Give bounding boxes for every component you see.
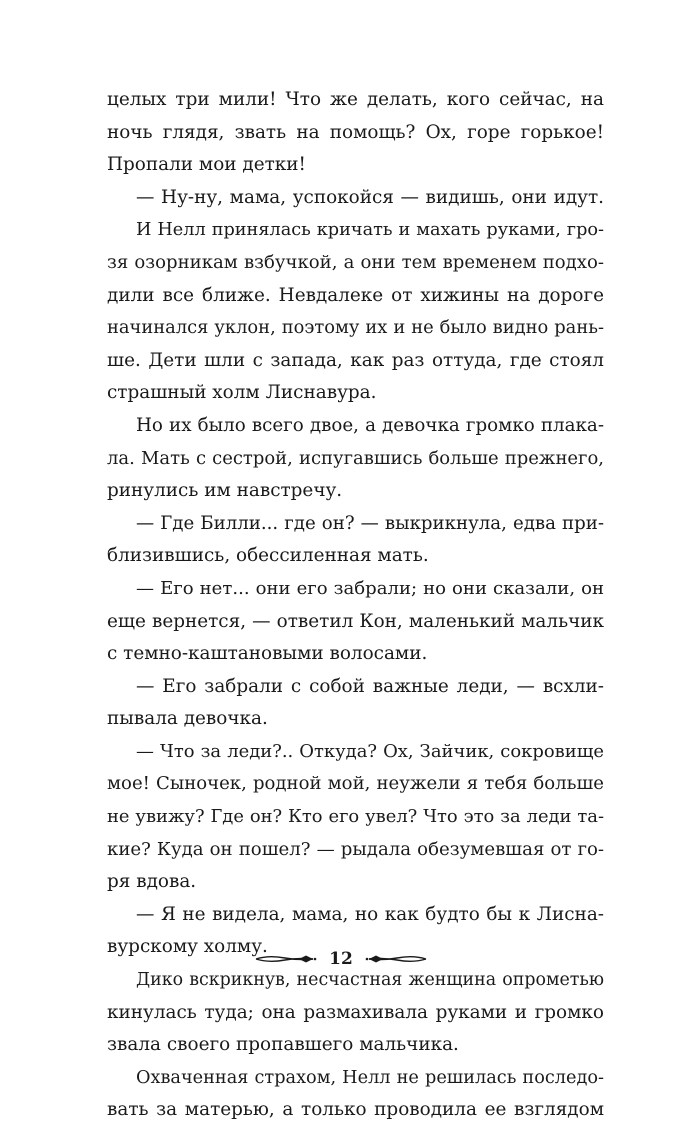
text-line: кинулась туда; она размахивала руками и громко	[107, 1001, 604, 1023]
text-line: с темно-каштановыми волосами.	[107, 643, 428, 665]
text-line: Дико вскрикнув, несчастная женщина опрометью	[136, 970, 604, 991]
text-line: Охваченная страхом, Нелл не решилась последо-	[136, 1067, 604, 1088]
text-line: страшный холм Лиснавура.	[107, 382, 377, 404]
text-line: Но их было всего двое, а девочка громко плака-	[136, 414, 604, 436]
left-ornament-icon	[255, 952, 317, 966]
text-line: — Ну-ну, мама, успокойся — видишь, они идут.	[136, 186, 604, 208]
text-line: ла. Мать с сестрой, испугавшись больше прежнего,	[107, 447, 604, 469]
text-line: вать за матерью, а только проводила ее взглядом	[107, 1099, 604, 1121]
text-line: близившись, обессиленная мать.	[107, 545, 429, 567]
text-line: вурскому холму.	[107, 936, 268, 958]
text-line: еще вернется, — ответил Кон, маленький мальчик	[107, 610, 604, 632]
text-line: — Его нет... они его забрали; но они сказали, он	[136, 577, 604, 599]
text-line: ночь глядя, звать на помощь? Ох, горе горькое!	[107, 121, 604, 143]
text-line: звала своего пропавшего мальчика.	[107, 1034, 459, 1056]
text-line: начинался уклон, поэтому их и не было видно рань-	[107, 317, 604, 339]
page-number: 12	[329, 949, 353, 969]
text-line: — Его забрали с собой важные леди, — всхли-	[136, 675, 604, 697]
text-line: И Нелл принялась кричать и махать руками, гро-	[136, 220, 604, 241]
text-line: зя озорникам взбучкой, а они тем временем подхо-	[107, 251, 604, 273]
text-line: целых три мили! Что же делать, кого сейчас, на	[107, 89, 604, 110]
text-line: ринулись им навстречу.	[107, 480, 343, 502]
right-ornament-icon	[365, 952, 427, 966]
text-line: дили все ближе. Невдалеке от хижины на дороге	[107, 284, 604, 306]
text-line: — Где Билли... где он? — выкрикнула, едва при-	[136, 512, 604, 534]
text-line: мое! Сыночек, родной мой, неужели я тебя больше	[107, 773, 604, 795]
text-line: кие? Куда он пошел? — рыдала обезумевшая от го-	[107, 838, 604, 860]
text-line: ря вдова.	[107, 871, 197, 893]
page-footer	[0, 944, 682, 974]
text-line: пывала девочка.	[107, 708, 268, 730]
text-line: Пропали мои детки!	[107, 154, 306, 176]
text-line: не увижу? Где он? Кто его увел? Что это за леди та-	[107, 806, 604, 828]
text-line: — Я не видела, мама, но как будто бы к Лисна-	[136, 903, 604, 925]
text-line: — Что за леди?.. Откуда? Ох, Зайчик, сокровище	[136, 740, 604, 762]
text-line: ше. Дети шли с запада, как раз оттуда, где стоял	[107, 349, 604, 371]
